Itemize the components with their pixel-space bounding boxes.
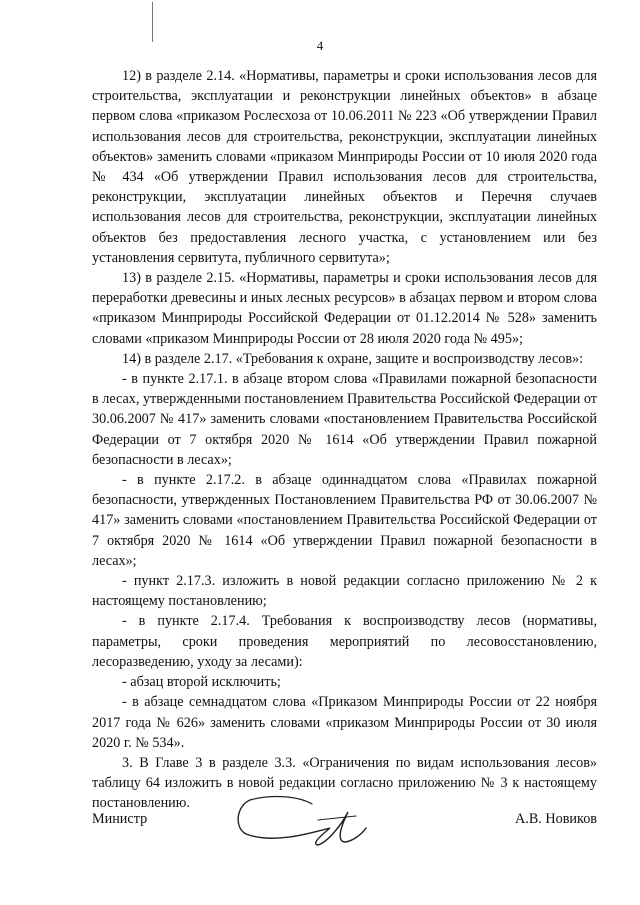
signature-icon: [232, 790, 372, 850]
paragraph-2-17-1: - в пункте 2.17.1. в абзаце втором слова «Правилами пожарной безопасности в лесах, утвержденными постановлением Правительства Российской Федерации от 30.06.2007 № 417» заменить словами «постановлением Правительства Российской Федерации от 7 октября 2020 № 1614 «Об утверждении Правил пожарной безопасности в лесах»;: [92, 371, 597, 468]
paragraph-chapter-3: 3. В Главе 3 в разделе 3.3. «Ограничения по видам использования лесов» таблицу 64 изложить в новой редакции согласно приложению № 3 к настоящему постановлению.: [92, 754, 597, 812]
body-text: [92, 66, 597, 814]
signer-name: А.В. Новиков: [515, 811, 597, 827]
paragraph-12: 12) в разделе 2.14. «Нормативы, параметры и сроки использования лесов для строительства, эксплуатации и реконструкции линейных объектов» в абзаце первом слова «приказом Рослесхоза от 10.06.2011 № 223 «Об утверждении Правил использования лесов для строительства, реконструкции, эксплуатации линейных объектов» заменить словами «приказом Минприроды России от 10 июля 2020 года № 434 «Об утверждении Правил использования лесов для строительства, реконструкции, эксплуатации линейных объектов и Перечня случаев использования лесов для строительства, реконструкции, эксплуатации линейных объектов без предоставления лесного участка, с установлением или без установления сервитута, публичного сервитута»;: [92, 68, 597, 266]
paragraph-exclude: - абзац второй исключить;: [122, 674, 281, 691]
signer-position: Министр: [92, 811, 148, 827]
paragraph-2-17-3: - пункт 2.17.3. изложить в новой редакции согласно приложению № 2 к настоящему постановлению;: [92, 573, 597, 610]
paragraph-2-17-2: - в пункте 2.17.2. в абзаце одиннадцатом слова «Правилах пожарной безопасности, утвержденных Постановлением Правительства РФ от 30.06.2007 № 417» заменить словами «постановлением Правительства Российской Федерации от 7 октября 2020 № 1614 «Об утверждении Правил пожарной безопасности в лесах»;: [92, 472, 597, 569]
paragraph-13: 13) в разделе 2.15. «Нормативы, параметры и сроки использования лесов для переработки древесины и иных лесных ресурсов» в абзацах первом и втором слова «приказом Минприроды Российской Федерации от 01.12.2014 № 528» заменить словами «приказом Минприроды России от 28 июля 2020 года № 495»;: [92, 270, 597, 347]
scan-margin-mark: [152, 2, 153, 42]
page-number: 4: [316, 38, 324, 53]
paragraph-2-17-4: - в пункте 2.17.4. Требования к воспроизводству лесов (нормативы, параметры, сроки проведения мероприятий по лесовосстановлению, лесоразведению, уходу за лесами):: [92, 613, 597, 670]
paragraph-14: 14) в разделе 2.17. «Требования к охране, защите и воспроизводству лесов»:: [122, 350, 584, 367]
paragraph-seventeenth: - в абзаце семнадцатом слова «Приказом Минприроды России от 22 ноября 2017 года № 626» заменить словами «приказом Минприроды России от 30 июля 2020 г. № 534».: [92, 694, 597, 751]
